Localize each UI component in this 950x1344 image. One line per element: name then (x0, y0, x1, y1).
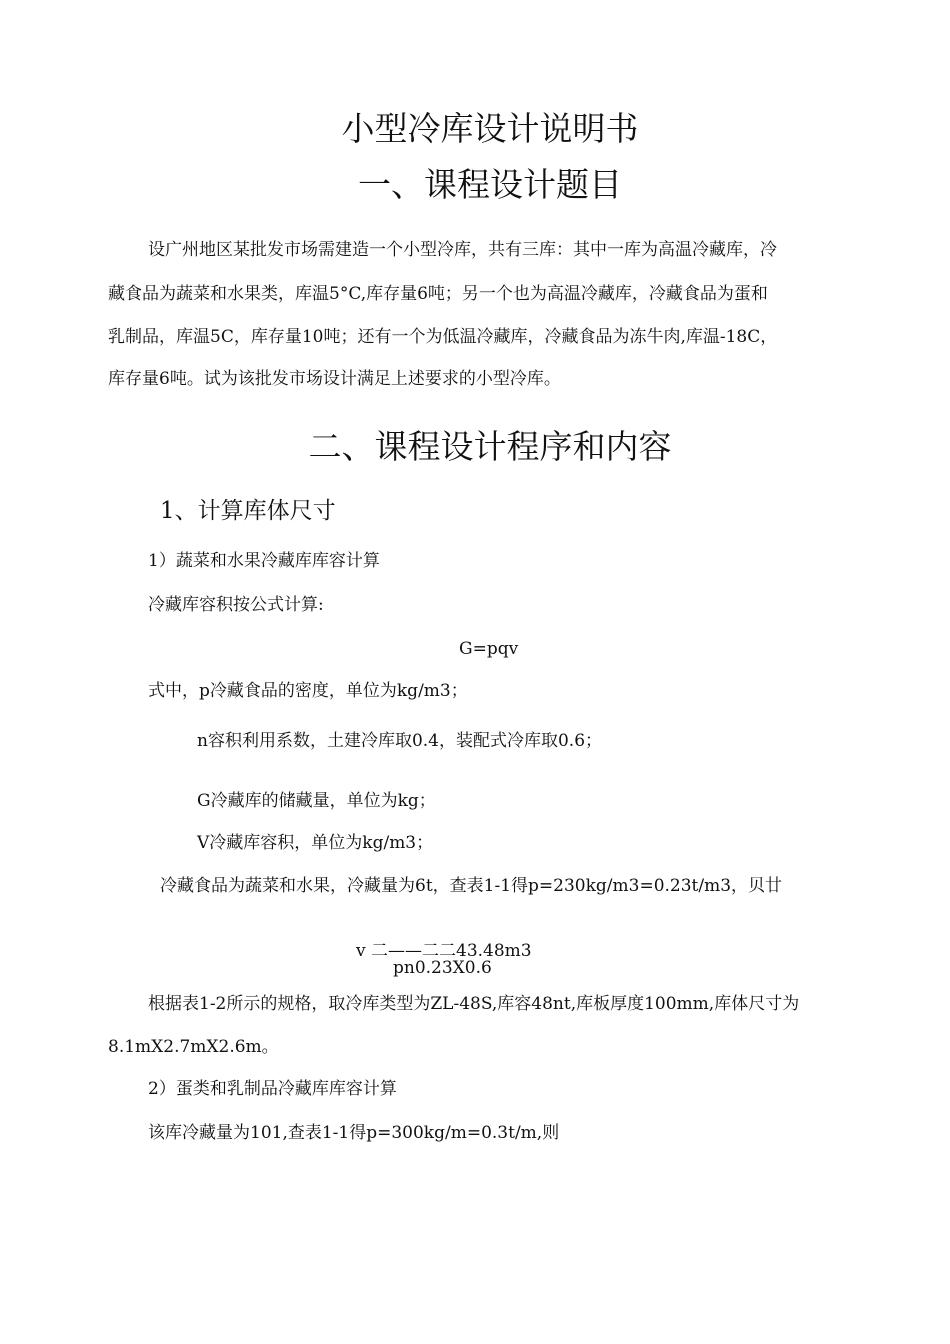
item2-line: 该库冷藏量为101,查表1-1得p=300kg/m=0.3t/m,则 (148, 1123, 560, 1143)
item-heading-2: 2）蛋类和乳制品冷藏库库容计算 (148, 1079, 397, 1099)
intro-line-3: 乳制品，库温5C，库存量10吨；还有一个为低温冷藏库，冷藏食品为冻牛肉,库温-18C， (108, 327, 778, 347)
formula: G=pqv (459, 639, 519, 659)
definition-utilization: n容积利用系数，土建冷库取0.4，装配式冷库取0.6； (197, 731, 603, 751)
intro-line-1: 设广州地区某批发市场需建造一个小型冷库，共有三库：其中一库为高温冷藏库，冷 (148, 240, 777, 260)
section-heading-1: 一、课程设计题目 (358, 165, 622, 204)
definition-volume: V冷藏库容积，单位为kg/m3； (197, 833, 434, 853)
spec-line-2: 8.1mX2.7mX2.6m。 (108, 1037, 279, 1057)
spec-line-1: 根据表1-2所示的规格，取冷库类型为ZL-48S,库容48nt,库板厚度100mm,库体尺寸为 (148, 994, 800, 1014)
definition-density: 式中，p冷藏食品的密度，单位为kg/m3； (148, 681, 468, 701)
fraction-denominator: pn0.23X0.6 (393, 958, 492, 978)
item-heading-1: 1）蔬菜和水果冷藏库库容计算 (148, 551, 380, 571)
page-title: 小型冷库设计说明书 (341, 109, 639, 148)
intro-line-2: 藏食品为蔬菜和水果类，库温5°C,库存量6吨；另一个也为高温冷藏库，冷藏食品为蛋和 (108, 284, 768, 304)
section-heading-2: 二、课程设计程序和内容 (308, 427, 672, 466)
subsection-heading: 1、计算库体尺寸 (160, 498, 336, 524)
definition-storage: G冷藏库的储藏量，单位为kg； (197, 791, 436, 811)
formula-intro: 冷藏库容积按公式计算: (148, 595, 324, 615)
calculation-line: 冷藏食品为蔬菜和水果，冷藏量为6t，查表1-1得p=230kg/m3=0.23t/m3，贝廿 (160, 876, 783, 896)
fraction-numerator: v 二——二二43.48m3 (356, 941, 532, 961)
intro-line-4: 库存量6吨。试为该批发市场设计满足上述要求的小型冷库。 (108, 369, 561, 389)
